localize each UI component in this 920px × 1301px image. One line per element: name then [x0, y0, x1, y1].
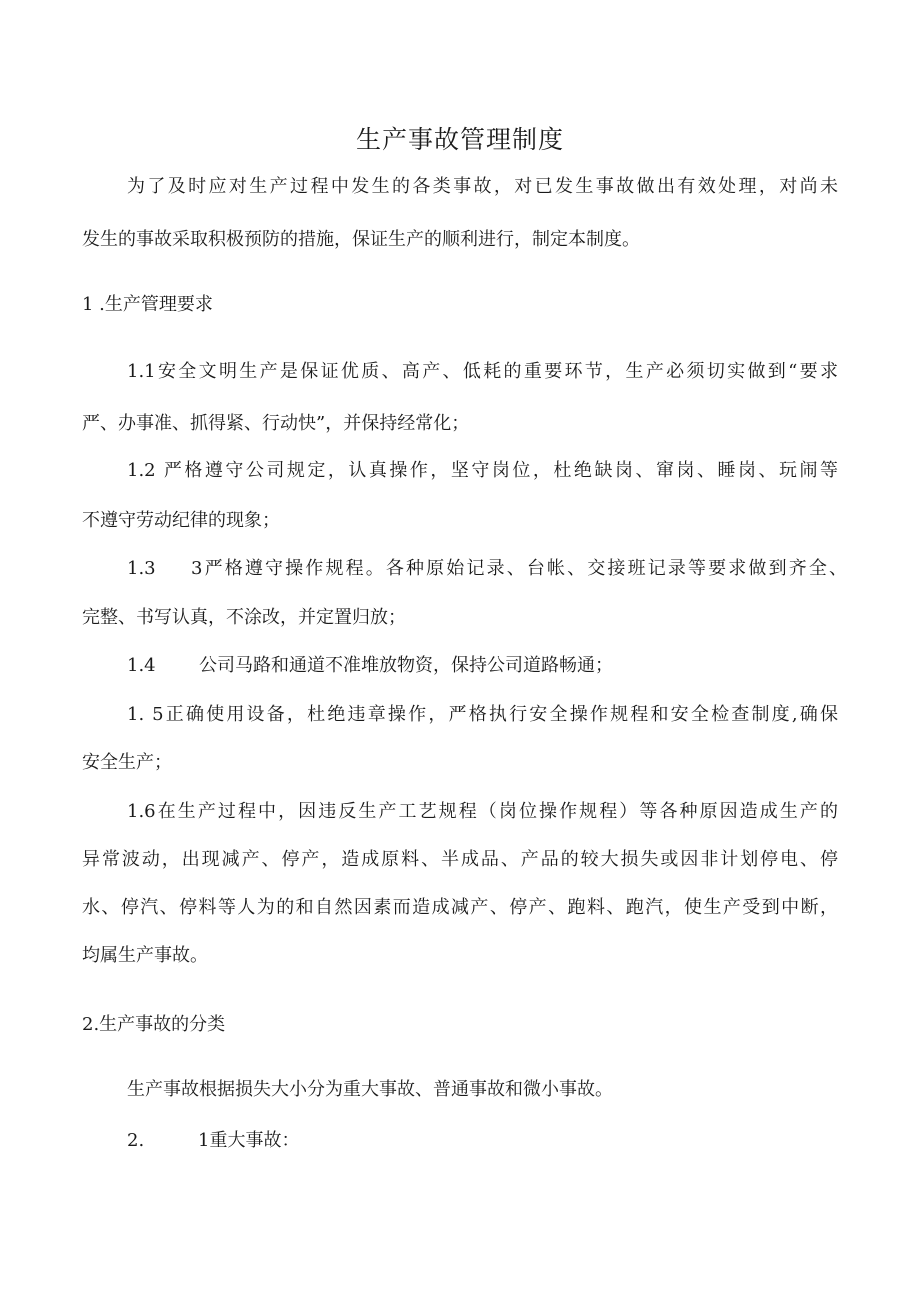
item-1-6-line-2: 异常波动，出现减产、停产，造成原料、半成品、产品的较大损失或因非计划停电、停: [82, 849, 838, 870]
item-1-4-number: 1.4: [127, 655, 156, 676]
item-1-6-line-4: 均属生产事故。: [82, 945, 208, 966]
document-title: 生产事故管理制度: [355, 125, 564, 154]
section-2-intro: 生产事故根据损失大小分为重大事故、普通事故和微小事故。: [127, 1079, 613, 1100]
item-1-2-line-1: 1.2 严格遵守公司规定，认真操作，坚守岗位，杜绝缺岗、窜岗、睡岗、玩闹等: [127, 460, 838, 481]
item-1-3-number: 1.3: [127, 558, 156, 579]
item-1-3-line-2: 完整、书写认真，不涂改，并定置归放；: [82, 607, 406, 628]
intro-line-2: 发生的事故采取积极预防的措施，保证生产的顺利进行，制定本制度。: [82, 229, 640, 250]
item-1-6-line-1: 1.6在生产过程中，因违反生产工艺规程（岗位操作规程）等各种原因造成生产的: [127, 801, 838, 822]
item-1-1-line-2: 严、办事准、抓得紧、行动快”，并保持经常化；: [82, 413, 470, 434]
item-2-1-number: 2.: [127, 1130, 145, 1151]
item-2-1-text: 1重大事故：: [198, 1130, 300, 1151]
item-1-5-line-2: 安全生产；: [82, 752, 172, 773]
section-1-heading: 1 .生产管理要求: [82, 294, 213, 315]
item-1-2-line-2: 不遵守劳动纪律的现象；: [82, 510, 280, 531]
item-1-6-line-3: 水、停汽、停料等人为的和自然因素而造成减产、停产、跑料、跑汽，使生产受到中断，: [82, 897, 838, 918]
item-1-3-line-1: 3严格遵守操作规程。各种原始记录、台帐、交接班记录等要求做到齐全、: [191, 558, 847, 579]
section-2-heading: 2.生产事故的分类: [82, 1014, 226, 1035]
item-1-5-line-1: 1. 5正确使用设备，杜绝违章操作，严格执行安全操作规程和安全检查制度,确保: [127, 704, 838, 725]
intro-line-1: 为了及时应对生产过程中发生的各类事故，对已发生事故做出有效处理，对尚未: [127, 176, 838, 197]
item-1-4-line-1: 公司马路和通道不准堆放物资，保持公司道路畅通；: [199, 655, 613, 676]
item-1-1-line-1: 1.1安全文明生产是保证优质、高产、低耗的重要环节，生产必须切实做到“要求: [127, 361, 838, 382]
